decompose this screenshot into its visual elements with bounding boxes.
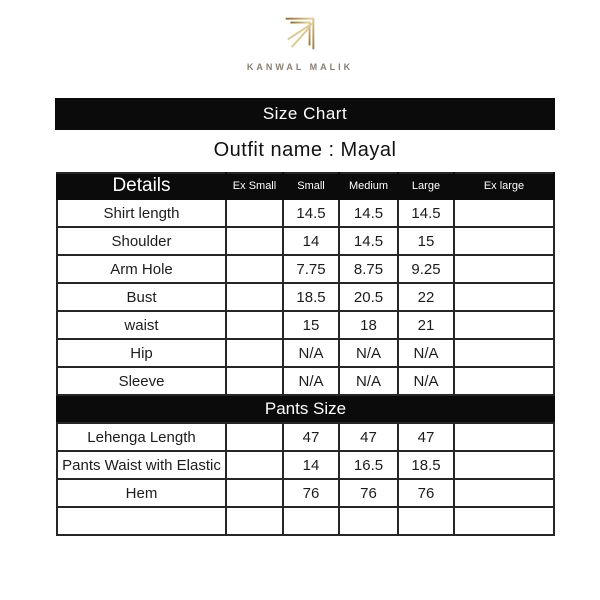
cell-value: 14.5	[398, 199, 454, 227]
cell-value: N/A	[398, 367, 454, 395]
table-row-shirt-length	[57, 199, 554, 227]
cell-value	[226, 423, 283, 451]
pants-size-title: Pants Size	[57, 395, 554, 423]
row-label: Arm Hole	[57, 255, 226, 283]
cell-value: 14.5	[283, 199, 339, 227]
cell-value	[226, 507, 283, 535]
cell-value: 18.5	[283, 283, 339, 311]
size-chart-banner: Size Chart	[55, 98, 555, 130]
size-table	[56, 172, 555, 536]
col-header-ex-large: Ex large	[454, 173, 554, 199]
cell-value	[226, 451, 283, 479]
row-label	[57, 507, 226, 535]
outfit-name-label: Outfit name	[213, 139, 323, 161]
cell-value: 18	[339, 311, 398, 339]
cell-value	[226, 283, 283, 311]
table-row-shoulder	[57, 227, 554, 255]
cell-value	[454, 451, 554, 479]
brand-monogram-icon	[279, 13, 321, 55]
cell-value: N/A	[339, 339, 398, 367]
cell-value	[226, 479, 283, 507]
row-label: Pants Waist with Elastic	[57, 451, 226, 479]
cell-value: 16.5	[339, 451, 398, 479]
cell-value: 14	[283, 227, 339, 255]
brand-wordmark: KANWAL MALIK	[246, 62, 354, 72]
cell-value: 7.75	[283, 255, 339, 283]
cell-value	[226, 367, 283, 395]
cell-value	[454, 283, 554, 311]
row-label: Bust	[57, 283, 226, 311]
cell-value: 20.5	[339, 283, 398, 311]
cell-value: 14.5	[339, 199, 398, 227]
table-row-empty	[57, 507, 554, 535]
cell-value: 47	[339, 423, 398, 451]
cell-value: 14.5	[339, 227, 398, 255]
cell-value	[454, 423, 554, 451]
cell-value	[454, 507, 554, 535]
row-label: Lehenga Length	[57, 423, 226, 451]
cell-value: 8.75	[339, 255, 398, 283]
cell-value	[226, 227, 283, 255]
cell-value: 18.5	[398, 451, 454, 479]
cell-value: 76	[398, 479, 454, 507]
col-header-details: Details	[57, 173, 226, 199]
cell-value: 76	[283, 479, 339, 507]
table-row-hem	[57, 479, 554, 507]
table-header-row	[57, 173, 554, 199]
pants-size-section-header	[57, 395, 554, 423]
cell-value	[226, 339, 283, 367]
col-header-large: Large	[398, 173, 454, 199]
col-header-small: Small	[283, 173, 339, 199]
cell-value	[454, 199, 554, 227]
cell-value	[454, 479, 554, 507]
cell-value	[454, 227, 554, 255]
table-row-arm-hole	[57, 255, 554, 283]
cell-value: 47	[398, 423, 454, 451]
outfit-name-separator: :	[328, 139, 335, 161]
cell-value: 76	[339, 479, 398, 507]
cell-value: 15	[398, 227, 454, 255]
cell-value: 9.25	[398, 255, 454, 283]
cell-value	[226, 311, 283, 339]
cell-value: N/A	[283, 367, 339, 395]
cell-value	[283, 507, 339, 535]
row-label: Hem	[57, 479, 226, 507]
cell-value: 21	[398, 311, 454, 339]
cell-value: 15	[283, 311, 339, 339]
cell-value: 22	[398, 283, 454, 311]
cell-value	[454, 339, 554, 367]
cell-value	[454, 311, 554, 339]
row-label: waist	[57, 311, 226, 339]
table-row-lehenga-length	[57, 423, 554, 451]
table-row-pants-waist	[57, 451, 554, 479]
cell-value: N/A	[339, 367, 398, 395]
cell-value	[226, 255, 283, 283]
cell-value: 47	[283, 423, 339, 451]
cell-value: N/A	[398, 339, 454, 367]
row-label: Hip	[57, 339, 226, 367]
cell-value: N/A	[283, 339, 339, 367]
cell-value	[226, 199, 283, 227]
row-label: Shirt length	[57, 199, 226, 227]
outfit-name	[55, 139, 555, 162]
table-row-waist	[57, 311, 554, 339]
outfit-name-value: Mayal	[340, 139, 397, 161]
cell-value	[454, 255, 554, 283]
table-row-bust	[57, 283, 554, 311]
cell-value: 14	[283, 451, 339, 479]
brand-logo	[0, 0, 600, 72]
col-header-medium: Medium	[339, 173, 398, 199]
row-label: Sleeve	[57, 367, 226, 395]
cell-value	[339, 507, 398, 535]
row-label: Shoulder	[57, 227, 226, 255]
table-row-hip	[57, 339, 554, 367]
cell-value	[454, 367, 554, 395]
table-row-sleeve	[57, 367, 554, 395]
cell-value	[398, 507, 454, 535]
col-header-ex-small: Ex Small	[226, 173, 283, 199]
